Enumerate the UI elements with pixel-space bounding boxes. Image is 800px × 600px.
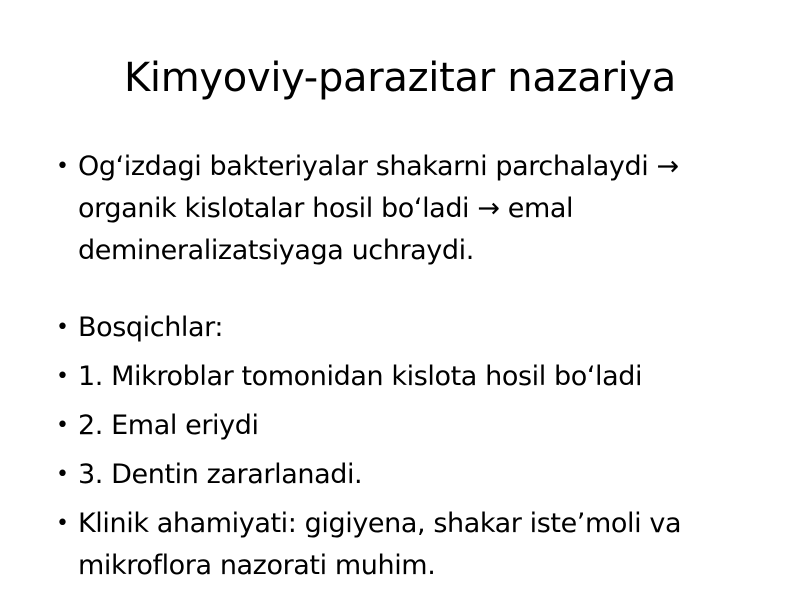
bullet-dot-icon: • <box>56 413 69 438</box>
slide-title: Kimyoviy-parazitar nazariya <box>124 55 676 101</box>
bullet-text: Klinik ahamiyati: gigiyena, shakar iste’moli va mikroflora nazorati muhim. <box>78 508 682 581</box>
bullet-text: 3. Dentin zararlanadi. <box>78 459 363 490</box>
bullet-item <box>56 454 756 496</box>
bullet-dot-icon: • <box>56 315 69 340</box>
bullet-item <box>56 356 756 398</box>
bullet-dot-icon: • <box>56 462 69 487</box>
bullet-dot-icon: • <box>56 364 69 389</box>
bullet-text: 2. Emal eriydi <box>78 410 259 441</box>
bullet-spacer <box>56 279 756 307</box>
bullet-item <box>56 146 756 272</box>
bullet-item <box>56 503 756 587</box>
bullet-item <box>56 307 756 349</box>
bullet-dot-icon: • <box>56 154 69 179</box>
bullet-item <box>56 405 756 447</box>
bullet-text: Bosqichlar: <box>78 312 224 343</box>
bullet-text: 1. Mikroblar tomonidan kislota hosil bo‘ladi <box>78 361 643 392</box>
bullet-list <box>56 146 756 594</box>
bullet-dot-icon: • <box>56 511 69 536</box>
bullet-text: Og‘izdagi bakteriyalar shakarni parchalaydi → organik kislotalar hosil bo‘ladi → emal demineralizatsiyaga uchraydi. <box>78 151 679 266</box>
